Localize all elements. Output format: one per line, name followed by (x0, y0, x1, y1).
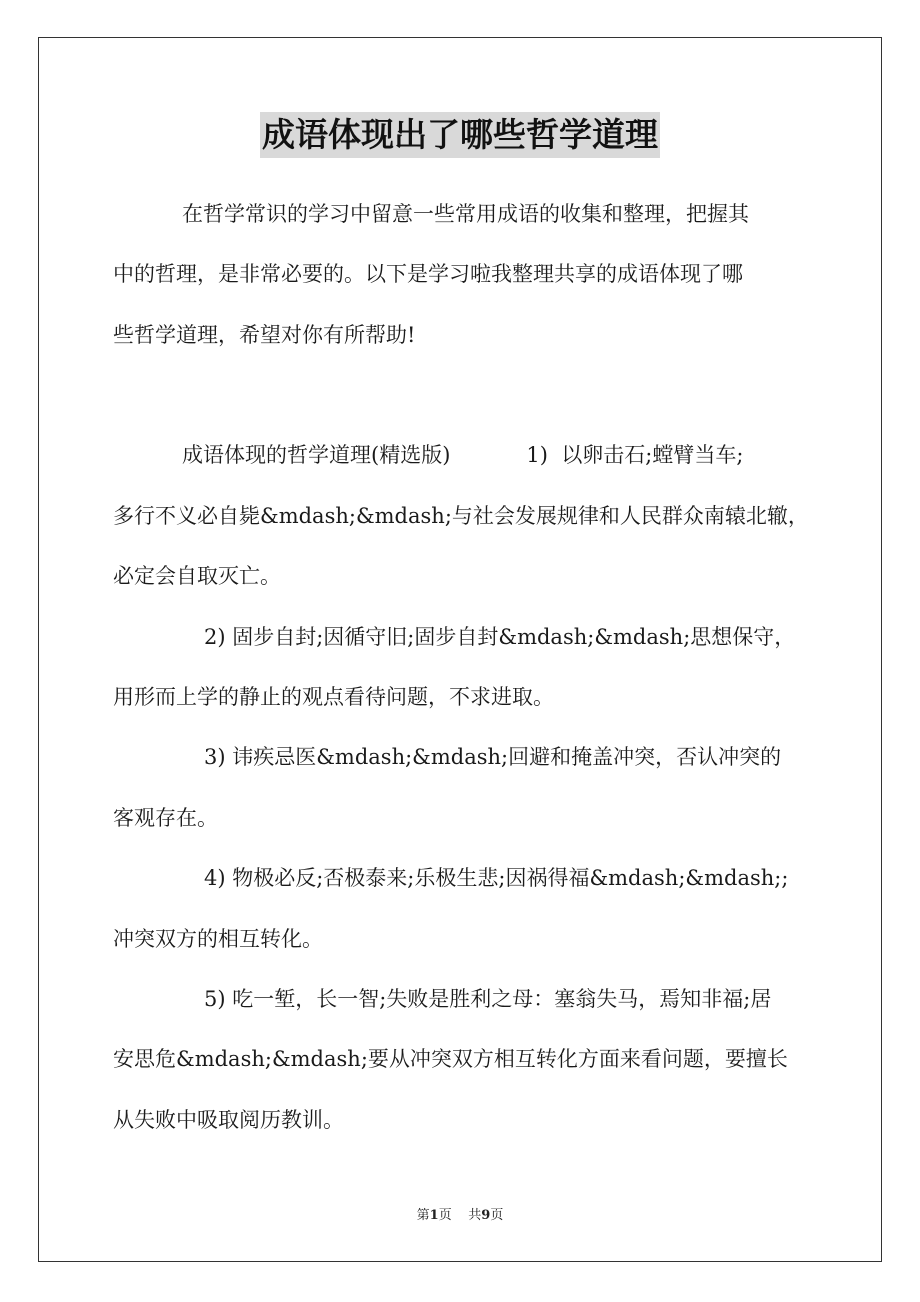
item-2-line-2: 用形而上学的静止的观点看待问题，不求进取。 (113, 685, 554, 709)
intro-line-3: 些哲学道理，希望对你有所帮助! (113, 323, 416, 347)
section-heading: 成语体现的哲学道理(精选版) (182, 443, 451, 467)
footer-total-unit: 页 (490, 1208, 504, 1223)
item-2-line-1: 2) 固步自封;因循守旧;固步自封&mdash;&mdash;思想保守， (204, 625, 796, 649)
footer-total-pages: 9 (481, 1208, 491, 1223)
intro-line-1: 在哲学常识的学习中留意一些常用成语的收集和整理，把握其 (182, 202, 749, 226)
page-footer (0, 1206, 920, 1226)
footer-prefix: 第 (416, 1208, 430, 1223)
item-1-number: 1) (526, 443, 548, 467)
item-5-line-2: 安思危&mdash;&mdash;要从冲突双方相互转化方面来看问题，要擅长 (113, 1047, 788, 1071)
item-3-line-2: 客观存在。 (113, 806, 218, 830)
item-3-line-1: 3) 讳疾忌医&mdash;&mdash;回避和掩盖冲突，否认冲突的 (204, 745, 782, 769)
intro-line-2: 中的哲理，是非常必要的。以下是学习啦我整理共享的成语体现了哪 (113, 262, 743, 286)
item-5-line-1: 5) 吃一堑，长一智;失败是胜利之母：塞翁失马，焉知非福;居 (204, 987, 772, 1011)
section-heading-line (182, 440, 743, 470)
footer-page-number: 1 (429, 1208, 439, 1223)
document-title (0, 112, 920, 158)
footer-page-unit: 页 (438, 1208, 452, 1223)
footer-total-prefix: 共 (468, 1208, 482, 1223)
item-1-line-3: 必定会自取灭亡。 (113, 564, 281, 588)
item-5-line-3: 从失败中吸取阅历教训。 (113, 1108, 344, 1132)
item-4-line-1: 4) 物极必反;否极泰来;乐极生悲;因祸得福&mdash;&mdash;; (204, 866, 789, 890)
item-4-line-2: 冲突双方的相互转化。 (113, 927, 323, 951)
item-1-text: 以卵击石;螳臂当车; (561, 443, 744, 467)
document-title-text: 成语体现出了哪些哲学道理 (260, 112, 660, 158)
item-1-line-2: 多行不义必自毙&mdash;&mdash;与社会发展规律和人民群众南辕北辙， (113, 504, 809, 528)
